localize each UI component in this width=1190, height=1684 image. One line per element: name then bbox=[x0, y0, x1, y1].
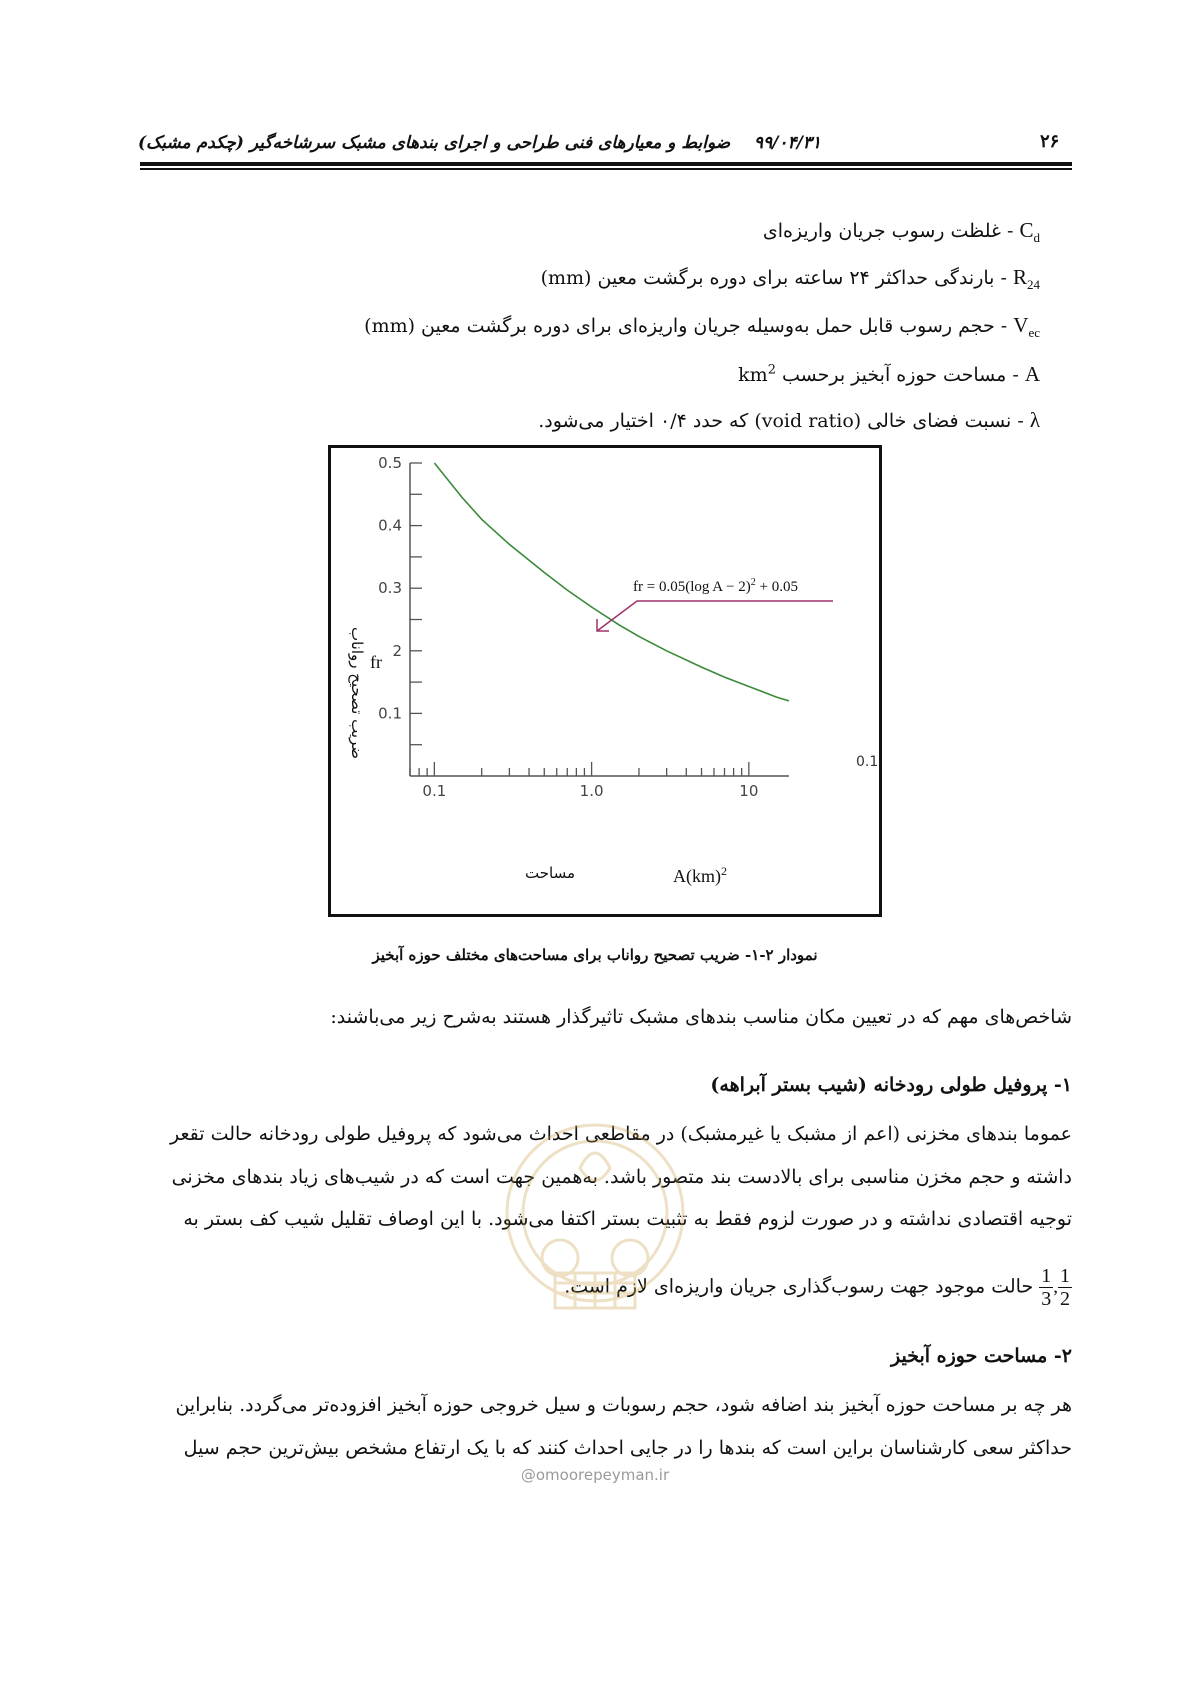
symbol: $R_{24}$ bbox=[1012, 265, 1040, 293]
annotation-arrow bbox=[597, 601, 833, 631]
watermark-seal-icon bbox=[495, 1098, 695, 1328]
section-1-line: توجیه اقتصادی نداشته و در صورت لزوم فقط به تثبیت بستر اکتفا می‌شود. با این اوصاف تقلیل شیب کف بستر به bbox=[183, 1208, 1072, 1230]
chart-ticks bbox=[378, 454, 758, 800]
definition-vec bbox=[364, 313, 1040, 341]
y-tick-label: 2 bbox=[392, 641, 402, 660]
header-title: ضوابط و معیارهای فنی طراحی و اجرای بندهای مشبک سرشاخه‌گیر (چکدم مشبک) bbox=[138, 133, 731, 153]
definition-cd bbox=[763, 218, 1040, 246]
running-header bbox=[138, 133, 898, 153]
definition-text: - حجم رسوب قابل حمل به‌وسیله جریان واریزه‌ای برای دوره برگشت معین (mm) bbox=[364, 315, 1008, 337]
runoff-correction-chart bbox=[328, 445, 882, 917]
curve-end-label: 0.1 bbox=[856, 754, 879, 770]
definition-text: - نسبت فضای خالی (void ratio) که حدد ۰/۴ اختیار می‌شود. bbox=[538, 410, 1024, 432]
header-date: ۹۹/۰۴/۳۱ bbox=[753, 133, 822, 153]
section-2-line: هر چه بر مساحت حوزه آبخیز بند اضافه شود، حجم رسوبات و سیل خروجی حوزه آبخیز افزوده‌تر می‌گردد. بنابراین bbox=[175, 1394, 1072, 1416]
section-2-line: حداکثر سعی کارشناسان براین است که بندها را در جایی احداث کنند که با یک ارتفاع مشخص بیش‌ترین حجم سیل bbox=[183, 1437, 1072, 1459]
y-tick-label: 0.3 bbox=[378, 579, 402, 598]
intro-paragraph: شاخص‌های مهم که در تعیین مکان مناسب بندهای مشبک تاثیرگذار هستند به‌شرح زیر می‌باشند: bbox=[330, 1006, 1072, 1028]
definition-r24 bbox=[541, 265, 1040, 293]
definition-text: - بارندگی حداکثر ۲۴ ساعته برای دوره برگشت معین (mm) bbox=[540, 267, 1007, 289]
header-rule-thin bbox=[140, 168, 1072, 170]
page-number: ۲۶ bbox=[1040, 131, 1060, 152]
definition-area bbox=[738, 362, 1040, 387]
x-tick-label: 1.0 bbox=[579, 782, 604, 800]
section-1-line: عموما بندهای مخزنی (اعم از مشبک یا غیرمشبک) در مقاطعی احداث می‌شود که پروفیل طولی رودخانه حالت تقعر bbox=[169, 1123, 1072, 1145]
fraction: $\frac{1}{2}$ bbox=[1060, 1265, 1070, 1310]
watermark-url: @omoorepeyman.ir bbox=[520, 1466, 670, 1484]
x-tick-label: 0.1 bbox=[422, 782, 447, 800]
section-1-fraction-line: $\frac{1}{2}$ , $\frac{1}{3}$ حالت موجود جهت رسوب‌گذاری جریان واریزه‌ای لازم است. bbox=[564, 1265, 1070, 1310]
y-tick-label: 0.4 bbox=[378, 516, 402, 535]
y-axis-title: fr bbox=[370, 652, 382, 672]
section-1-line: داشته و حجم مخزن مناسبی برای بالادست بند متصور باشد. به‌همین جهت است که در شیب‌های زیاد بندهای مخزنی bbox=[171, 1166, 1072, 1188]
y-axis-title-fa: ضریب تصحیح رواناب bbox=[348, 626, 366, 760]
definition-text: - غلظت رسوب جریان واریزه‌ای bbox=[762, 220, 1014, 242]
definition-text: - مساحت حوزه آبخیز برحسب km bbox=[738, 364, 1019, 386]
figure-caption: نمودار ۲-۱- ضریب تصحیح رواناب برای مساحت‌های مختلف حوزه آبخیز bbox=[372, 946, 818, 964]
x-tick-label: 10 bbox=[739, 782, 759, 800]
symbol: $V_{ec}$ bbox=[1013, 313, 1040, 341]
y-tick-label: 0.1 bbox=[378, 704, 402, 723]
x-axis-title: A(km)$^2$ bbox=[673, 864, 727, 886]
section-1-heading: ۱- پروفیل طولی رودخانه (شیب بستر آبراهه) bbox=[710, 1074, 1072, 1096]
symbol: A bbox=[1024, 362, 1040, 386]
x-axis-title-fa: مساحت bbox=[525, 864, 575, 882]
equation-annotation: fr = 0.05(log A − 2)$^2$ + 0.05 bbox=[633, 577, 798, 595]
y-tick-label: 0.5 bbox=[378, 454, 402, 472]
fraction: $\frac{1}{3}$ bbox=[1041, 1265, 1052, 1310]
fraction-text: حالت موجود جهت رسوب‌گذاری جریان واریزه‌ای لازم است. bbox=[564, 1275, 1034, 1298]
definition-lambda bbox=[538, 408, 1040, 433]
chart-axes bbox=[410, 463, 789, 776]
section-2-heading: ۲- مساحت حوزه آبخیز bbox=[890, 1345, 1072, 1367]
header-rule bbox=[140, 162, 1072, 166]
unit-superscript: 2 bbox=[767, 362, 776, 378]
symbol: $C_d$ bbox=[1019, 218, 1040, 246]
symbol: λ bbox=[1029, 408, 1040, 432]
